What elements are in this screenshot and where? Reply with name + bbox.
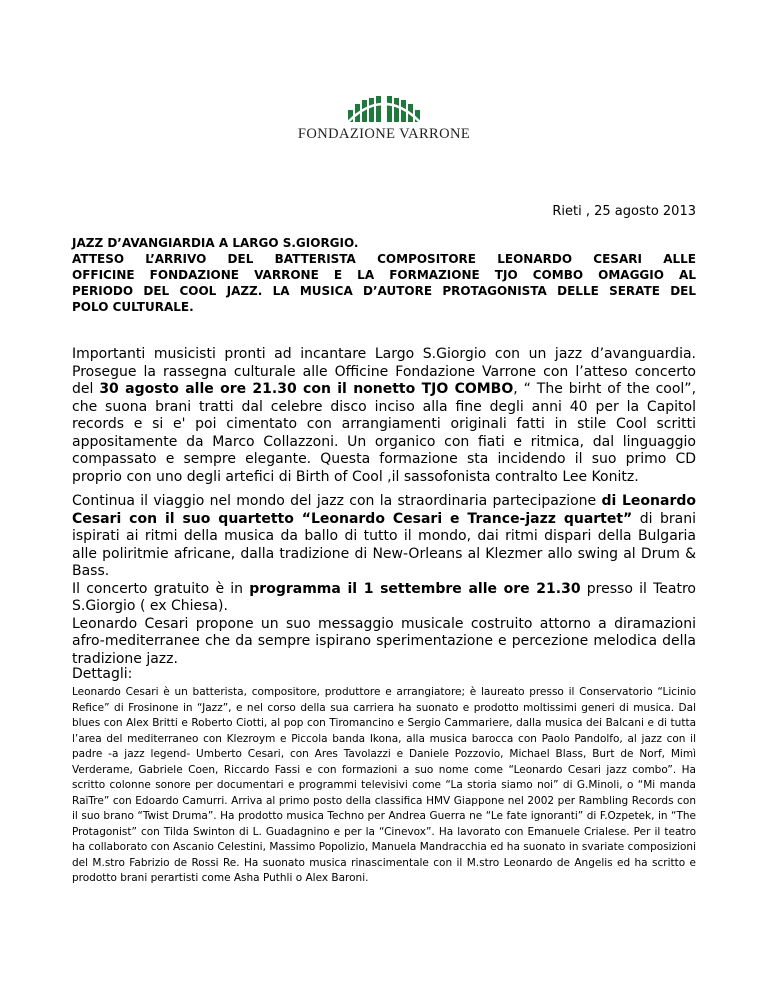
headline-line: POLO CULTURALE. xyxy=(72,300,194,314)
text-run: Importanti musicisti pronti ad incantare Largo S.Giorgio con un jazz d’avanguardia. Prosegue la rassegna culturale alle Officine Fondazione Varrone con l’atteso concerto del xyxy=(72,346,696,397)
details-paragraph: Leonardo Cesari è un batterista, compositore, produttore e arrangiatore; è laureato presso il Conservatorio “Licinio Refice” di Frosinone in “Jazz”, e nel corso della sua carriera ha suonato e prodotto moltissimi generi di musica. Dal blues con Alex Britti e Roberto Ciotti, al pop con Tiromancino e Sergio Cammariere, dalla musica dei Balcani e di tutta l’area del mediterraneo con Klezroym e Piccola banda Ikona, alla musica barocca con Paolo Pandolfo, al jazz con il padre -a jazz legend- Umberto Cesari, con Ares Tavolazzi e Daniele Pozzovio, Michael Blass, Burt de Norf, Mimì Verderame, Gabriele Coen, Riccardo Fassi e con formazioni a suo nome come “Leonardo Cesari jazz combo”. Ha scritto colonne sonore per documentari e programmi televisivi come “La storia siamo noi” di G.Minoli, o “Mi manda RaiTre” con Edoardo Camurri. Arriva al primo posto della classifica HMV Giappone nel 2002 per Rambling Records con il suo brano “Twist Druma”. Ha prodotto musica Techno per Andrea Guerra ne “Le fate ignoranti” di F.Ozpetek, in “The Protagonist” con Tilda Swinton di L. Guadagnino e per la “Cinevox”. Ha lavorato con Emanuele Crialese. Per il teatro ha collaborato con Ascanio Celestini, Massimo Popolizio, Manuela Mandracchia ed ha suonato in svariate composizioni del M.stro Fabrizio de Rossi Re. Ha suonato musica rinascimentale con il M.stro Leonardo de Angelis ed ha scritto e prodotto brani perartisti come Asha Puthli o Alex Baroni. xyxy=(72,686,696,884)
text-run: Continua il viaggio nel mondo del jazz con la straordinaria partecipazione xyxy=(72,493,602,509)
text-run: , “ The birht of the cool”, che suona brani tratti dal celebre disco inciso alla fine degli anni 40 per la Capitol records e si e' poi cimentato con arrangiamenti originali fatti in stile Cool scritti appositamente da Marco Collazzoni. Un organico con fiati e ritmica, dal linguaggio compassato e sempre elegante. Questa formazione sta incidendo il suo primo CD proprio con uno degli artefici di Birth of Cool ,il sassofonista contralto Lee Konitz. xyxy=(72,381,697,485)
headline-line: PERIODO DEL COOL JAZZ. LA MUSICA D’AUTORE PROTAGONISTA DELLE SERATE DEL xyxy=(72,284,696,298)
arches-logo-icon xyxy=(346,96,422,122)
headline xyxy=(72,235,696,315)
text-run: Leonardo Cesari propone un suo messaggio musicale costruito attorno a diramazioni afro-mediterranee che da sempre ispirano sperimentazione e percezione melodica della tradizione jazz. xyxy=(72,615,696,667)
bold-run: programma il 1 settembre alle ore 21.30 xyxy=(249,580,581,597)
details-title: Dettagli: xyxy=(72,666,133,682)
logo-text: FONDAZIONE VARRONE xyxy=(297,126,471,142)
paragraph-leonardo-cesari xyxy=(72,493,696,668)
bold-run: 30 agosto alle ore 21.30 con il nonetto TJO COMBO xyxy=(99,381,514,397)
headline-line: OFFICINE FONDAZIONE VARRONE E LA FORMAZIONE TJO COMBO OMAGGIO AL xyxy=(72,268,696,282)
document-date: Rieti , 25 agosto 2013 xyxy=(552,204,696,219)
headline-line: ATTESO L’ARRIVO DEL BATTERISTA COMPOSITORE LEONARDO CESARI ALLE xyxy=(72,252,696,266)
headline-line: JAZZ D’AVANGIARDIA A LARGO S.GIORGIO. xyxy=(72,236,359,250)
paragraph-tjo-combo xyxy=(72,346,696,486)
bold-run: di Leonardo Cesari con il suo quartetto “Leonardo Cesari e Trance-jazz quartet” xyxy=(72,493,696,527)
text-run: Il concerto gratuito è in xyxy=(72,580,250,597)
text-run: presso il Teatro S.Giorgio ( ex Chiesa). xyxy=(72,580,696,614)
text-run: di brani ispirati ai ritmi della musica da ballo di tutto il mondo, dai ritmi dispari della Bulgaria alle poliritmie africane, dalla tradizione di New-Orleans al Klezmer allo swing al Drum & Bass. xyxy=(72,510,696,579)
foundation-logo xyxy=(0,96,768,143)
